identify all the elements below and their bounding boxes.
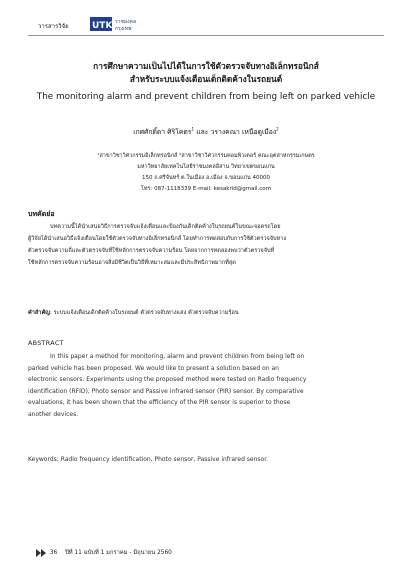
authors [28, 126, 384, 137]
journal-header [30, 11, 390, 37]
keywords-thai-label: คำสำคัญ [28, 310, 50, 316]
title-thai-line1: การศึกษาความเป็นไปได้ในการใช้ตัวตรวจจับทางอิเล็กทรอนิกส์ [93, 61, 319, 71]
logo-text-line1: ราชมงคล [115, 19, 137, 25]
author-2: วรางคณา เหนือดูเมือง [210, 128, 277, 136]
abstract-thai-line: ผู้วิจัยได้นำเสนอวิธีแจ้งเตือนโดยใช้ตัวตรวจจับทางอิเล็กทรอนิกส์ โดยทำการทดสอบกับการใช้ตัวตรวจจับทาง [28, 236, 287, 242]
abstract-english-line: parked vehicle has been proposed. We would like to present a solution based on an [28, 364, 279, 372]
title-thai-line2: สำหรับระบบแจ้งเตือนเด็กติดค้างในรถยนต์ [129, 74, 283, 84]
keywords-english-text: : Radio frequency identification, Photo sensor, Passive infrared sensor. [56, 456, 269, 463]
abstract-english-line: electronic sensors. Experiments using the proposed method were tested on Radio frequency [28, 376, 307, 384]
affiliation-line1: ¹สาขาวิชาวิศวกรรมอิเล็กทรอนิกส์ ²สาขาวิชาวิศวกรรมคอมพิวเตอร์ คณะอุตสาหกรรมเกษตร [97, 153, 315, 159]
journal-name: วารสารวิจัย [38, 23, 69, 30]
affiliation-line4: โทร: 087-1118339 E-mail: kesakrid@gmail.com [140, 186, 272, 192]
abstract-thai-heading: บทคัดย่อ [28, 210, 55, 218]
keywords-thai-text: : ระบบแจ้งเตือนเด็กติดค้างในรถยนต์ ตัวตรวจจับทางแสง ตัวตรวจจับความร้อน [49, 310, 239, 316]
keywords-english-label: Keywords [28, 456, 57, 463]
header-divider [28, 35, 384, 36]
issue-info: ปีที่ 11 ฉบับที่ 1 มกราคม - มิถุนายน 2560 [65, 550, 172, 556]
author-conj: และ [194, 128, 211, 136]
author-2-sup: 2 [276, 126, 279, 132]
abstract-thai-line: บทความนี้ได้นำเสนอวิธีการตรวจจับแจ้งเตือนและป้องกันเด็กติดค้างในรถยนต์ในขณะจอดรถโดย [50, 224, 281, 230]
title-english: The monitoring alarm and prevent children from being left on parked vehicle [36, 92, 376, 102]
logo-letters: UTK [92, 21, 113, 31]
page-marker-icon [36, 549, 48, 557]
page-footer [36, 547, 172, 557]
author-1: เกศศักดิ์ดา ศิริโคตร [133, 128, 192, 136]
author-1-sup: 1 [191, 126, 195, 132]
affiliation-line3: 150 ถ.ศรีจันทร์ ต.ในเมือง อ.เมือง จ.ขอนแก่น 40000 [141, 175, 271, 181]
abstract-english-line: another devices. [28, 410, 79, 418]
abstract-english-heading: ABSTRACT [28, 339, 64, 347]
keywords-thai [28, 309, 384, 317]
abstract-english-line: evaluations, it has been shown that the efficiency of the PIR sensor is superior to those [28, 399, 291, 407]
university-logo-icon [90, 14, 144, 36]
abstract-thai-line: ตัวตรวจจับความถี่และตัวตรวจจับที่ใช้หลักการตรวจจับความร้อน โดยจากการทดลองพบว่าตัวตรวจจับที่ [28, 248, 275, 254]
abstract-english-line: In this paper a method for monitoring, alarm and prevent children from being left on [50, 353, 305, 360]
keywords-english [28, 456, 384, 463]
abstract-english-body [28, 351, 384, 421]
abstract-thai-line: ใช้หลักการตรวจจับความร้อนอาจสิ่งมีชีวิตเป็นวิธีที่เหมาะสมและมีประสิทธิภาพมากที่สุด [28, 260, 236, 266]
page-number: 36 [49, 550, 58, 556]
logo-text-line2: กรุงเทพ [115, 26, 132, 32]
abstract-english-line: identification (RFID), Photo sensor and Passive infrared sensor (PIR) sensor. By comparative [28, 387, 304, 395]
affiliation-line2: มหาวิทยาลัยเทคโนโลยีราชมงคลอีสาน วิทยาเขตขอนแก่น [137, 164, 275, 170]
